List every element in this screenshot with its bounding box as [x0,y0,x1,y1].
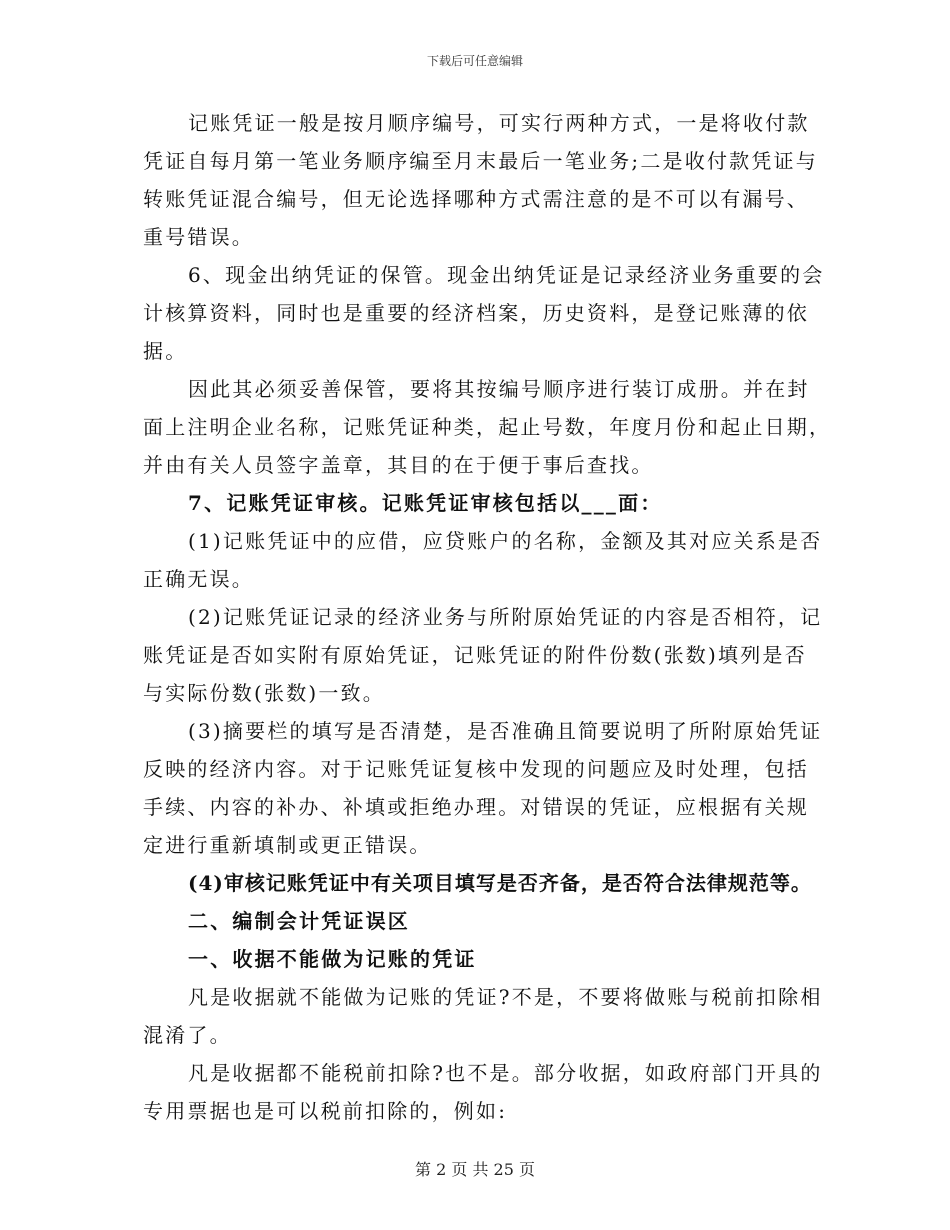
paragraph-line: 凡是收据就不能做为记账的凭证?不是，不要将做账与税前扣除相 [188,985,823,1009]
paragraph-line: 转账凭证混合编号，但无论选择哪种方式需注意的是不可以有漏号、 [143,187,809,211]
paragraph-line: 面上注明企业名称，记账凭证种类，起止号数，年度月份和起止日期， [143,415,832,439]
list-item-line: 与实际份数(张数)一致。 [143,681,386,705]
paragraph-line: 据。 [143,339,188,363]
paragraph-line: 凭证自每月第一笔业务顺序编至月末最后一笔业务;二是收付款凭证与 [143,149,818,173]
paragraph-line: 专用票据也是可以税前扣除的，例如: [143,1099,508,1123]
paragraph-line: 因此其必须妥善保管，要将其按编号顺序进行装订成册。并在封 [188,377,810,401]
page-number: 第 2 页 共 25 页 [415,1160,535,1179]
paragraph-line: 计核算资料，同时也是重要的经济档案，历史资料，是登记账薄的依 [143,301,809,325]
paragraph-line: 凡是收据都不能税前扣除?也不是。部分收据，如政府部门开具的 [188,1061,823,1085]
list-item-line: 反映的经济内容。对于记账凭证复核中发现的问题应及时处理，包括 [143,757,809,781]
paragraph-line: 记账凭证一般是按月顺序编号，可实行两种方式，一是将收付款 [188,111,810,135]
list-item-line: (3)摘要栏的填写是否清楚，是否准确且简要说明了所附原始凭证 [188,719,823,743]
list-item-line: 正确无误。 [143,567,254,591]
subsection-heading: 一、收据不能做为记账的凭证 [188,947,477,971]
list-item-line: 定进行重新填制或更正错误。 [143,833,432,857]
list-item-line-bold: (4)审核记账凭证中有关项目填写是否齐备，是否符合法律规范等。 [188,871,812,895]
list-item-line: (2)记账凭证记录的经济业务与所附原始凭证的内容是否相符，记 [188,605,823,629]
paragraph-line: 混淆了。 [143,1023,232,1047]
paragraph-line: 6、现金出纳凭证的保管。现金出纳凭证是记录经济业务重要的会 [188,263,825,287]
paragraph-line: 并由有关人员签字盖章，其目的在于便于事后查找。 [143,453,654,477]
section-heading: 二、编制会计凭证误区 [188,909,410,933]
document-body [143,104,832,1130]
section-heading: 7、记账凭证审核。记账凭证审核包括以___面： [188,491,663,515]
list-item-line: 手续、内容的补办、补填或拒绝办理。对错误的凭证，应根据有关规 [143,795,809,819]
list-item-line: (1)记账凭证中的应借，应贷账户的名称，金额及其对应关系是否 [188,529,823,553]
page-header: 下载后可任意编辑 [426,54,523,68]
paragraph-line: 重号错误。 [143,225,254,249]
list-item-line: 账凭证是否如实附有原始凭证，记账凭证的附件份数(张数)填列是否 [143,643,807,667]
